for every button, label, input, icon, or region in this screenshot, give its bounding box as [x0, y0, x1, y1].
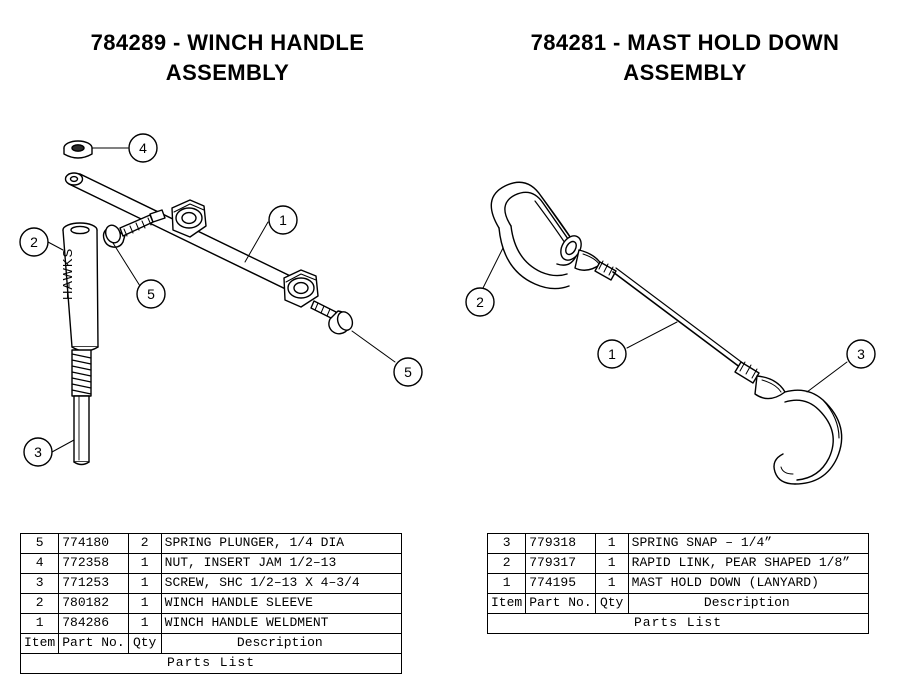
spring-snap-part-upper: [491, 182, 577, 288]
row-desc: SPRING PLUNGER, 1/4 DIA: [161, 534, 401, 554]
table-header-row: [488, 594, 869, 614]
balloon-3-right-label: 3: [857, 346, 865, 362]
row-part: 780182: [59, 594, 128, 614]
row-item: 1: [21, 614, 59, 634]
table-row: [21, 614, 402, 634]
balloon-1-right: [598, 322, 677, 368]
thimble-upper: [575, 250, 616, 280]
row-qty: 1: [595, 574, 628, 594]
lower-boss: [284, 270, 318, 307]
row-item: 2: [21, 594, 59, 614]
row-qty: 2: [128, 534, 161, 554]
mast-hold-down-lanyard-part: [613, 268, 744, 368]
balloon-2: [20, 228, 63, 256]
table-header-row: [21, 634, 402, 654]
row-part: 774180: [59, 534, 128, 554]
row-desc: NUT, INSERT JAM 1/2–13: [161, 554, 401, 574]
thimble-lower: [735, 362, 785, 399]
row-desc: SCREW, SHC 1/2–13 X 4–3/4: [161, 574, 401, 594]
header-qty: Qty: [595, 594, 628, 614]
row-qty: 1: [128, 554, 161, 574]
row-desc: WINCH HANDLE SLEEVE: [161, 594, 401, 614]
table-row: [488, 554, 869, 574]
mast-hold-down-drawing: [455, 100, 915, 520]
balloon-2-right-label: 2: [476, 294, 484, 310]
balloon-2-label: 2: [30, 234, 38, 250]
row-item: 2: [488, 554, 526, 574]
parts-list-caption: Parts List: [488, 614, 869, 634]
header-desc: Description: [628, 594, 868, 614]
balloon-5-lower: [352, 331, 422, 386]
balloon-1-label: 1: [279, 212, 287, 228]
row-desc: RAPID LINK, PEAR SHAPED 1/8”: [628, 554, 868, 574]
table-row: [21, 534, 402, 554]
table-row: [21, 554, 402, 574]
balloon-1: [245, 206, 297, 262]
header-desc: Description: [161, 634, 401, 654]
table-row: [21, 574, 402, 594]
right-title-line-1: 784281 - MAST HOLD DOWN: [530, 30, 840, 55]
winch-handle-weldment-part: [66, 173, 319, 307]
left-diagram-title: [0, 28, 455, 87]
row-part: 779317: [526, 554, 595, 574]
header-item: Item: [488, 594, 526, 614]
row-item: 3: [21, 574, 59, 594]
header-part: Part No.: [526, 594, 595, 614]
row-qty: 1: [595, 534, 628, 554]
table-caption-row: [488, 614, 869, 634]
mast-hold-down-parts-list: [487, 533, 869, 634]
balloon-5-lower-label: 5: [404, 364, 412, 380]
balloon-1-right-label: 1: [608, 346, 616, 362]
table-row: [488, 574, 869, 594]
balloon-4-label: 4: [139, 140, 147, 156]
row-part: 771253: [59, 574, 128, 594]
cap-screw-part: [72, 350, 91, 465]
row-qty: 1: [128, 574, 161, 594]
row-item: 3: [488, 534, 526, 554]
row-qty: 1: [128, 614, 161, 634]
sleeve-brand-label: HAWKS: [60, 247, 75, 300]
winch-handle-sleeve-part: [60, 223, 98, 351]
header-part: Part No.: [59, 634, 128, 654]
spring-snap-part-lower: [774, 390, 842, 484]
row-qty: 1: [128, 594, 161, 614]
row-item: 1: [488, 574, 526, 594]
balloon-5-upper: [113, 243, 165, 308]
left-title-line-2: ASSEMBLY: [165, 59, 290, 85]
upper-boss: [172, 200, 206, 237]
row-part: 784286: [59, 614, 128, 634]
spring-plunger-part-lower: [311, 301, 355, 334]
winch-handle-parts-list: [20, 533, 402, 674]
row-part: 774195: [526, 574, 595, 594]
row-qty: 1: [595, 554, 628, 574]
balloon-3: [24, 438, 74, 466]
row-item: 5: [21, 534, 59, 554]
table-row: [21, 594, 402, 614]
table-caption-row: [21, 654, 402, 674]
row-part: 779318: [526, 534, 595, 554]
right-title-line-2: ASSEMBLY: [623, 59, 747, 85]
balloon-4: [92, 134, 157, 162]
balloon-2-right: [466, 248, 503, 316]
table-row: [488, 534, 869, 554]
right-diagram-title: [455, 28, 915, 87]
header-qty: Qty: [128, 634, 161, 654]
header-item: Item: [21, 634, 59, 654]
winch-handle-drawing: [0, 100, 455, 520]
parts-list-caption: Parts List: [21, 654, 402, 674]
row-desc: WINCH HANDLE WELDMENT: [161, 614, 401, 634]
row-item: 4: [21, 554, 59, 574]
row-desc: SPRING SNAP – 1/4”: [628, 534, 868, 554]
balloon-5-upper-label: 5: [147, 286, 155, 302]
left-title-line-1: 784289 - WINCH HANDLE: [90, 30, 365, 55]
row-part: 772358: [59, 554, 128, 574]
row-desc: MAST HOLD DOWN (LANYARD): [628, 574, 868, 594]
jam-nut-part: [64, 141, 92, 158]
balloon-3-right: [807, 340, 875, 392]
balloon-3-label: 3: [34, 444, 42, 460]
